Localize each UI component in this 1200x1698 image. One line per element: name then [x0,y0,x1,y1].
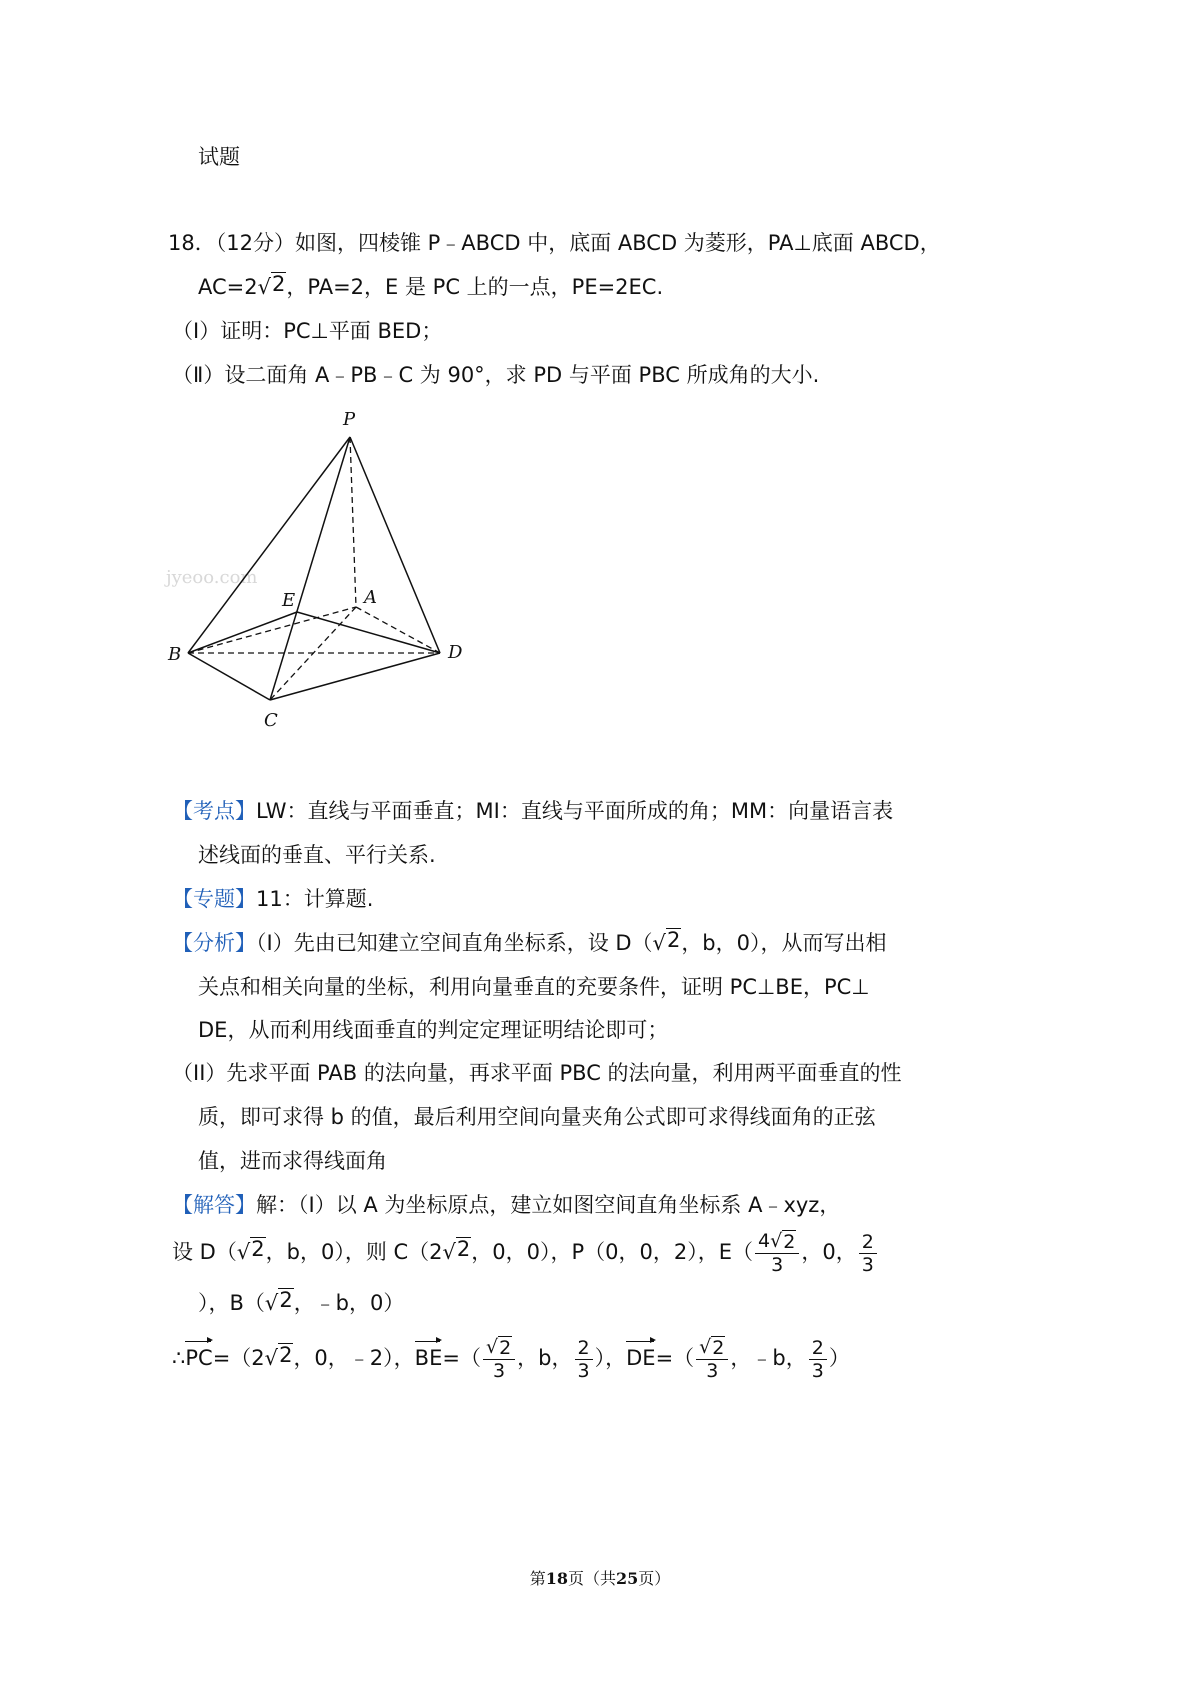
page-footer [0,1566,1200,1589]
vector-pc: PC [185,1343,212,1373]
text: =（2 [212,1346,265,1370]
page-number: 18 [545,1569,568,1588]
edge-cd [270,653,440,700]
text: ，0，0），P（0，0，2），E（ [471,1240,754,1264]
text: ，﹣b， [730,1346,807,1370]
kaodian-text: LW：直线与平面垂直；MI：直线与平面所成的角；MM：向量语言表 [256,799,894,823]
label-c: C [264,710,278,731]
problem-score: （12分） [215,231,295,255]
fraction: $\frac{2}{3}$ [809,1337,827,1382]
text: =（ [655,1346,695,1370]
label-e: E [282,590,296,611]
footer-text: 页（共 [567,1569,616,1588]
fenxi-line-5: 质，即可求得 b 的值，最后利用空间向量夹角公式即可求得线面角的正弦 [198,1105,876,1129]
edge-be [188,612,297,653]
fraction: √ 2 3 [483,1336,515,1382]
sqrt-symbol: √ 2 [264,1288,293,1315]
vector-be: BE [415,1343,443,1373]
header-text: 试题 [198,145,240,169]
text: 设 D（ [172,1240,237,1264]
problem-line-1 [168,228,941,258]
part-1: （Ⅰ）证明：PC⊥平面 BED； [172,319,443,343]
jieda-text: 解：（I）以 A 为坐标原点，建立如图空间直角坐标系 A﹣xyz， [256,1193,841,1217]
zhuanti-label: 【专题】 [172,887,256,911]
zhuanti-text: 11：计算题. [256,887,374,911]
sqrt-symbol: √ 2 [264,1343,293,1370]
fenxi-line-2: 关点和相关向量的坐标，利用向量垂直的充要条件，证明 PC⊥BE，PC⊥ [198,975,870,999]
jieda-line-2 [172,1230,879,1276]
label-p: P [343,409,356,430]
fenxi-label: 【分析】 [172,931,256,955]
label-a: A [364,587,377,608]
therefore-symbol: ∴ [172,1346,186,1370]
sqrt-symbol: √ 2 [652,928,681,955]
pyramid-figure [160,400,490,740]
condition-ac: AC=2 [198,275,258,299]
fenxi-line-6: 值，进而求得线面角 [198,1149,387,1173]
fenxi-line-4: （II）先求平面 PAB 的法向量，再求平面 PBC 的法向量，利用两平面垂直的性 [172,1061,902,1085]
part-2: （Ⅱ）设二面角 A﹣PB﹣C 为 90°，求 PD 与平面 PBC 所成角的大小. [172,363,820,387]
fraction: $\frac{2}{3}$ [575,1337,593,1382]
fenxi-line-3: DE，从而利用线面垂直的判定定理证明结论即可； [198,1018,669,1042]
edge-bc [188,653,270,700]
text: ，b，0），则 C（2 [265,1240,443,1264]
vector-de: DE [626,1343,655,1373]
footer-text: 第 [529,1569,546,1588]
sqrt-symbol: √ 2 [257,272,286,299]
kaodian-label: 【考点】 [172,799,256,823]
text: ），B（ [198,1291,265,1315]
fraction: $\frac{2}{3}$ [859,1231,877,1276]
fenxi-line-1 [172,928,887,958]
fraction: 4√ 2 3 [755,1230,799,1276]
jieda-line-1 [172,1190,840,1220]
total-pages: 25 [616,1569,639,1588]
text: ，﹣b，0） [293,1291,405,1315]
sqrt-symbol: √ 2 [442,1237,471,1264]
edge-ba [188,607,356,653]
text: ） [828,1346,850,1370]
edge-ad [356,607,440,653]
fraction: √ 2 3 [696,1336,728,1382]
fenxi-text-b: ，b，0），从而写出相 [681,931,887,955]
problem-intro: 如图，四棱锥 P﹣ABCD 中，底面 ABCD 为菱形，PA⊥底面 ABCD， [294,231,941,255]
problem-number: 18． [168,231,216,255]
kaodian-line-1 [172,796,893,826]
problem-line-2 [198,272,663,302]
text: ）， [594,1346,627,1370]
edge-pa [350,437,356,607]
zhuanti-line [172,884,373,914]
jieda-label: 【解答】 [172,1193,256,1217]
text: ，0， [801,1240,857,1264]
label-d: D [448,642,463,663]
kaodian-line-2: 述线面的垂直、平行关系. [198,843,436,867]
jieda-line-4 [172,1336,850,1382]
footer-text: 页） [638,1569,671,1588]
text: ，b， [517,1346,573,1370]
jieda-line-3 [198,1288,404,1318]
label-b: B [168,644,182,665]
condition-rest: ，PA=2，E 是 PC 上的一点，PE=2EC. [286,275,664,299]
text: =（ [442,1346,481,1370]
edge-pc [270,437,350,700]
sqrt-symbol: √ 2 [236,1237,265,1264]
fenxi-text-a: （I）先由已知建立空间直角坐标系，设 D（ [256,931,653,955]
watermark: jyeoo.com [166,567,258,588]
text: ，0，﹣2）， [293,1346,415,1370]
edge-pd [350,437,440,653]
